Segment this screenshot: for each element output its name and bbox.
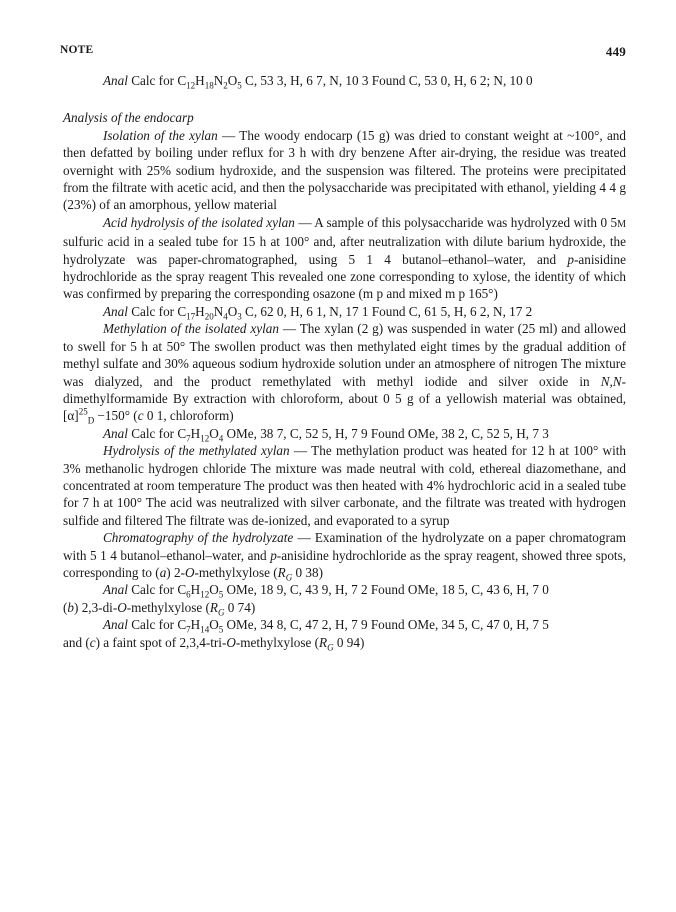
formula-subscript: 4 [218,433,224,444]
formula-subscript: 6 [186,590,191,601]
formula-element: H [190,425,201,441]
formula-element: H [190,617,201,633]
acid-hydrolysis-paragraph [63,214,626,303]
calc-text: Calc for C [127,303,187,319]
rg-subscript: G [285,572,293,583]
page-number: 449 [605,44,626,59]
calc-text: Calc for C [127,425,187,441]
paragraph-text: and ( [63,634,90,650]
anal-label: Anal [103,73,128,88]
analysis-values: OMe, 38 7, C, 52 5, H, 7 9 Found OMe, 38 2, C, 52 5, H, 7 3 [223,425,549,441]
hydrolysis-methylated-paragraph [63,442,626,529]
chromatography-paragraph [63,529,626,581]
paragraph-text: ) 2- [166,564,185,580]
formula-subscript: 17 [186,311,196,322]
formula-element: N [213,73,224,88]
analysis-values: C, 62 0, H, 6 1, N, 17 1 Found C, 61 5, H, 6 2, N, 17 2 [241,303,533,319]
item-b-line [63,599,626,616]
subsection-heading: Methylation of the isolated xylan [103,321,279,337]
anal-label: Anal [103,582,128,598]
article-body [63,72,626,651]
calc-text: Calc for C [127,73,187,88]
analysis-paragraph [63,581,626,601]
formula-element: O [227,303,238,319]
paragraph-text: 0 1, chloroform) [143,408,234,424]
rotation-temperature: 25 [78,406,88,417]
subsection-heading: Acid hydrolysis of the isolated xylan [103,214,295,230]
analysis-values: C, 53 3, H, 6 7, N, 10 3 Found C, 53 0, H, 6 2; N, 10 0 [241,73,533,88]
analysis-values: OMe, 18 9, C, 43 9, H, 7 2 Found OMe, 18 5, C, 43 6, H, 7 0 [223,582,549,598]
formula-element: O [209,425,219,441]
o-prefix: O [117,599,127,615]
paragraph-text: ) a faint spot of 2,3,4-tri- [95,634,227,650]
o-prefix: O [184,564,195,580]
nn-prefix: N,N [600,373,622,389]
calc-text: Calc for C [127,617,187,633]
analysis-paragraph [63,72,626,89]
paragraph-text: -dimethylformamide By extraction with chloroform, about 0 5 g of a yellowish material was obtained, [α] [63,373,626,424]
formula-element: H [195,303,205,319]
analysis-paragraph [63,425,626,442]
anal-label: Anal [103,425,128,441]
rg-subscript: G [217,607,225,618]
paragraph-text: — Examination of the hydrolyzate on a paper chromatogram with 5 1 4 butanol–ethanol–water, and [63,530,626,563]
formula-subscript: 7 [186,624,191,635]
molar-unit: M [617,218,626,230]
methylation-paragraph [63,320,626,424]
page-header [60,44,626,62]
paragraph-text: 0 74) [224,599,256,615]
item-letter: c [89,634,96,650]
paragraph-text: -methylxylose ( [235,634,320,650]
rg-symbol: R [277,564,286,580]
paragraph-text: ) 2,3-di- [74,599,118,615]
formula-element: O [227,73,238,88]
rg-symbol: R [319,634,328,650]
paragraph-text: — The methylation product was heated for 12 h at 100° with 3% methanolic hydrogen chloride The mixture was made neutral with cold, ethereal diazomethane, and concentrated at room temperature The product was then heated with 4% hydrochloric acid in a sealed tube for 7 h at 100° The acid was neutralized with silver carbonate, and the filtrate was treated with hydrogen sulfide and filtered The filtrate was de-ionized, and evaporated to a syrup [63,443,627,528]
paragraph-text: -methylxylose ( [194,564,278,580]
formula-subscript: 14 [200,624,210,635]
formula-subscript: 12 [186,80,196,91]
item-letter: b [67,599,74,615]
anal-label: Anal [103,303,128,319]
item-c-line [63,634,626,651]
section-title: Analysis of the endocarp [63,110,194,126]
item-letter: a [159,564,167,580]
paragraph-text: sulfuric acid in a sealed tube for 15 h at 100° and, after neutralization with dilute barium hydroxide, the hydrolyzate was paper-chromatographed, using 5 1 4 butanol–ethanol–water, and [63,234,626,267]
formula-subscript: 7 [186,433,191,444]
analysis-values: OMe, 34 8, C, 47 2, H, 7 9 Found OMe, 34 5, C, 47 0, H, 7 5 [223,617,549,633]
paragraph-text: -methylxylose ( [126,599,210,615]
subsection-heading: Chromatography of the hydrolyzate [103,530,294,546]
formula-subscript: 5 [237,80,242,91]
formula-subscript: 20 [204,311,214,322]
rotation-line: D [87,415,95,426]
anal-label: Anal [103,617,128,633]
paragraph-text: -anisidine hydrochloride as the spray reagent, showed three spots, corresponding to ( [63,547,627,580]
calc-text: Calc for C [127,582,187,598]
formula-subscript: 3 [237,311,242,322]
formula-subscript: 5 [218,590,224,601]
formula-element: N [213,303,224,319]
concentration-symbol: c [137,408,144,424]
paragraph-text: — The woody endocarp (15 g) was dried to constant weight at ~100°, and then defatted by boiling under reflux for 3 h with dry benzene After air-drying, the residue was treated overnight with 25% sodium hydroxide, and the suspension was filtered. The proteins were precipitated from the filtrate with acetic acid, and then the polysaccharide was precipitated with ethanol, yielding 4 4 g (23%) of an amorphous, yellow material [63,127,626,213]
formula-subscript: 2 [223,80,228,91]
paragraph-text: — The xylan (2 g) was suspended in water (25 ml) and allowed to swell for 5 h at 50° The swollen product was then methylated eight times by the gradual addition of methyl sulfate and 30% aqueous sodium hydroxide solution under an atmosphere of nitrogen The mixture was dialyzed, and the product remethylated with methyl iodide and silver oxide in [63,321,626,389]
formula-element: H [190,582,201,598]
formula-subscript: 4 [223,311,228,322]
formula-element: O [209,582,219,598]
paragraph-text: -anisidine hydrochloride as the spray reagent This revealed one zone corresponding to xylose, the identity of which was confirmed by preparing the corresponding osazone (m p and mixed m p 165°) [63,251,626,302]
para-prefix: p [270,547,277,563]
analysis-paragraph [63,616,626,633]
formula-subscript: 12 [200,433,210,444]
subsection-heading: Hydrolysis of the methylated xylan [103,443,290,459]
subsection-heading: Isolation of the xylan [103,127,218,143]
paragraph-text: −150° ( [94,408,138,424]
formula-subscript: 18 [204,80,214,91]
rg-symbol: R [209,599,218,615]
formula-subscript: 5 [218,624,224,635]
paren: ( [63,599,68,615]
analysis-paragraph [63,303,626,320]
paragraph-text: — A sample of this polysaccharide was hydrolyzed with 0 5 [294,214,618,230]
running-head: NOTE [60,44,94,56]
paragraph-text: 0 38) [292,564,323,580]
rg-subscript: G [327,642,334,653]
formula-element: O [209,617,219,633]
para-prefix: p [567,251,574,267]
o-prefix: O [226,634,236,650]
formula-element: H [195,73,205,88]
formula-subscript: 12 [200,590,210,601]
paragraph-text: 0 94) [333,634,365,650]
isolation-paragraph [63,127,626,214]
